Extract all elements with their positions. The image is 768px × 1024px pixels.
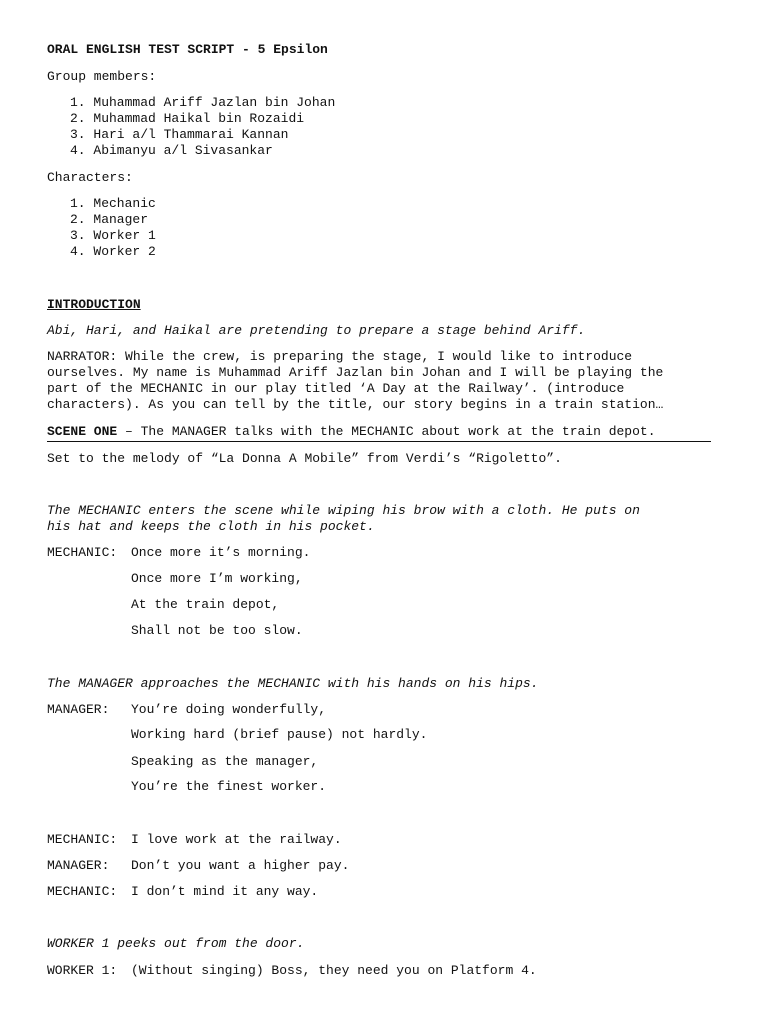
lyric-line: Once more I’m working, — [131, 571, 303, 586]
lyric-line: Speaking as the manager, — [131, 754, 319, 769]
speaker-name: MECHANIC: — [47, 884, 118, 899]
stage-direction: Abi, Hari, and Haikal are pretending to prepare a stage behind Ariff. — [47, 323, 586, 338]
group-members-label: Group members: — [47, 69, 157, 84]
lyric-line: You’re the finest worker. — [131, 779, 327, 794]
dialogue-line: WORKER 1: (Without singing) Boss, they need you on Platform 4. — [47, 963, 537, 978]
speaker-name: MANAGER: — [47, 702, 110, 717]
character-item: 4. Worker 2 — [70, 244, 156, 259]
dialogue-line: MANAGER: Don’t you want a higher pay. — [47, 858, 350, 873]
character-item: 3. Worker 1 — [70, 228, 156, 243]
group-member-item: 4. Abimanyu a/l Sivasankar — [70, 143, 273, 158]
group-member-item: 1. Muhammad Ariff Jazlan bin Johan — [70, 95, 336, 110]
narrator-line: characters). As you can tell by the title, our story begins in a train station… — [47, 397, 664, 412]
scene-one-label: SCENE ONE — [47, 424, 118, 439]
characters-label: Characters: — [47, 170, 133, 185]
stage-direction: his hat and keeps the cloth in his pocket. — [47, 519, 375, 534]
lyric-line: Working hard (brief pause) not hardly. — [131, 727, 428, 742]
dialogue-line: MECHANIC: Once more it’s morning. — [47, 545, 311, 560]
scene-one-description: – The MANAGER talks with the MECHANIC about work at the train depot. — [117, 424, 656, 439]
scene-one-heading — [47, 424, 656, 440]
narrator-line: part of the MECHANIC in our play titled ‘A Day at the Railway’. (introduce — [47, 381, 625, 396]
narrator-line: NARRATOR: While the crew, is preparing the stage, I would like to introduce — [47, 349, 633, 364]
narrator-line: ourselves. My name is Muhammad Ariff Jazlan bin Johan and I will be playing the — [47, 365, 664, 380]
speaker-name: MANAGER: — [47, 858, 110, 873]
stage-direction: WORKER 1 peeks out from the door. — [47, 936, 305, 951]
lyric-line: Shall not be too slow. — [131, 623, 303, 638]
speaker-name: MECHANIC: — [47, 832, 118, 847]
stage-direction: The MECHANIC enters the scene while wiping his brow with a cloth. He puts on — [47, 503, 640, 518]
speaker-name: MECHANIC: — [47, 545, 118, 560]
speaker-name: WORKER 1: — [47, 963, 118, 978]
character-item: 2. Manager — [70, 212, 149, 227]
character-item: 1. Mechanic — [70, 196, 156, 211]
introduction-heading: INTRODUCTION — [47, 297, 141, 312]
scene-one-underline — [47, 441, 711, 442]
dialogue-line: MANAGER: You’re doing wonderfully, — [47, 702, 327, 717]
document-title: ORAL ENGLISH TEST SCRIPT - 5 Epsilon — [47, 42, 328, 57]
group-member-item: 2. Muhammad Haikal bin Rozaidi — [70, 111, 305, 126]
stage-direction: The MANAGER approaches the MECHANIC with his hands on his hips. — [47, 676, 539, 691]
group-member-item: 3. Hari a/l Thammarai Kannan — [70, 127, 289, 142]
dialogue-line: MECHANIC: I don’t mind it any way. — [47, 884, 319, 899]
dialogue-line: MECHANIC: I love work at the railway. — [47, 832, 342, 847]
melody-note: Set to the melody of “La Donna A Mobile” from Verdi’s “Rigoletto”. — [47, 451, 562, 466]
lyric-line: At the train depot, — [131, 597, 280, 612]
